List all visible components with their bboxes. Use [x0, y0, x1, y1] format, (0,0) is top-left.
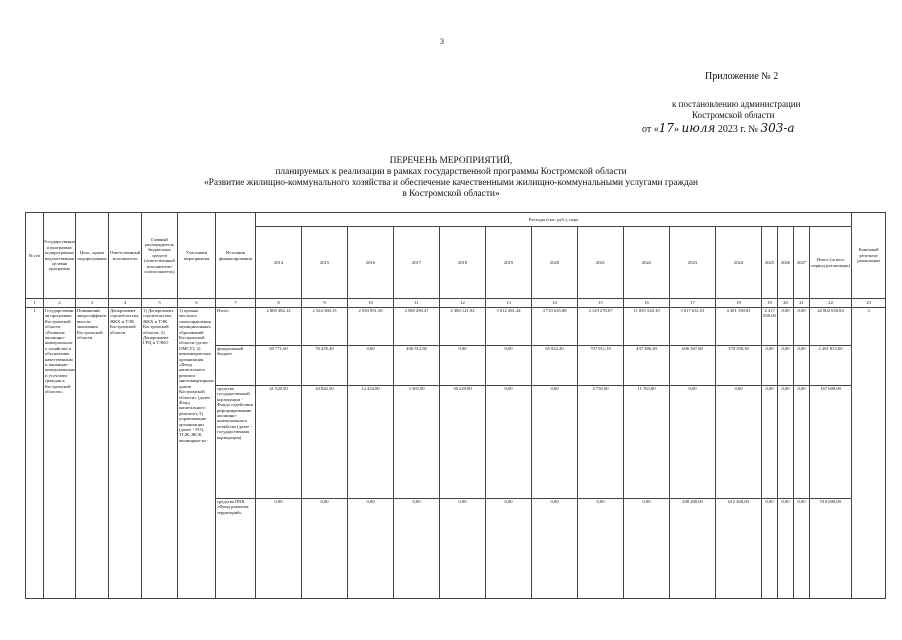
- value-cell: 0,00: [794, 499, 810, 599]
- title-line-1: ПЕРЕЧЕНЬ МЕРОПРИЯТИЙ,: [389, 156, 513, 166]
- value-cell: 41 520,50: [256, 386, 302, 499]
- value-cell: 0,00: [670, 386, 716, 499]
- value-cell: 406 512,90: [394, 346, 440, 386]
- year-header: 2018: [440, 227, 486, 299]
- source-name: Итого: [216, 308, 256, 346]
- value-cell: 2 524 368,15: [302, 308, 348, 346]
- source-name: федеральный бюджет: [216, 346, 256, 386]
- col-number: 11: [394, 299, 440, 308]
- value-cell: 0,00: [394, 499, 440, 599]
- col-number: 2: [44, 299, 76, 308]
- header-program: Государственная программа/подпрограмма/ведомственная целевая программа: [44, 213, 76, 299]
- value-cell: 0,00: [794, 346, 810, 386]
- header-source: Источник финансирования: [216, 213, 256, 299]
- value-cell: 0,00: [440, 346, 486, 386]
- value-cell: 0,00: [578, 499, 624, 599]
- decree-line-2: Костромской области: [692, 110, 775, 120]
- value-cell: 0,00: [440, 499, 486, 599]
- total-cell: 42 802 650,84: [810, 308, 852, 346]
- header-participants: Участники мероприятия: [178, 213, 216, 299]
- col-number: 14: [532, 299, 578, 308]
- decree-day: 17: [658, 121, 675, 135]
- source-name: средства ППК «Фонд развития территорий»: [216, 499, 256, 599]
- decree-year: 2023 г. №: [715, 124, 761, 135]
- result-cell: 3: [852, 308, 886, 599]
- value-cell: 0,00: [762, 499, 778, 599]
- title-line-3: «Развитие жилищно-коммунального хозяйства и обеспечение качественными жилищно-коммунальными услугами граждан: [203, 178, 699, 188]
- title-line-4: в Костромской области»: [402, 189, 500, 199]
- col-number: 8: [256, 299, 302, 308]
- program-name: Государственная программа Костромской области «Развитие жилищно-коммунального хозяйства и обеспечение качественными жилищно-коммунальными услугами граждан в Костромской области»: [44, 308, 76, 599]
- col-number: 6: [178, 299, 216, 308]
- year-header: 2026: [778, 227, 794, 299]
- year-header: 2022: [624, 227, 670, 299]
- total-cell: 2 281 815,00: [810, 346, 852, 386]
- value-cell: 612 400,00: [716, 499, 762, 599]
- col-number: 18: [716, 299, 762, 308]
- col-number: 19: [762, 299, 778, 308]
- year-header: 2019: [486, 227, 532, 299]
- header-manager: Главный распорядитель бюджетных средств (ответственный исполнитель/соисполнитель): [142, 213, 178, 299]
- value-cell: 70 435,40: [302, 346, 348, 386]
- year-header: 2024: [716, 227, 762, 299]
- source-name: средства государственной корпорации - Фонда содействия реформированию жилищно-коммунального хозяйства (далее - государственная корпорация): [216, 386, 256, 499]
- value-cell: 0,00: [302, 499, 348, 599]
- col-number: 4: [109, 299, 142, 308]
- value-cell: 0,00: [778, 386, 794, 499]
- row-number: 1: [26, 308, 44, 599]
- page-number: 3: [440, 37, 444, 46]
- total-cell: 910 600,00: [810, 499, 852, 599]
- value-cell: 0,00: [778, 499, 794, 599]
- decree-line-1: к постановлению администрации: [672, 99, 801, 109]
- col-number: 17: [670, 299, 716, 308]
- participants-text: 1) органы местного самоуправления муниципальных образований Костромской области (далее - ОМСУ); 2) некоммерческая организация «Фонд капитального ремонта многоквартирных домов Костромской области» (далее - Фонд капитального ремонта); 3) управляющие организации (далее - УО), ТСЖ, ЖСК, жилищные ко-: [178, 308, 216, 599]
- value-cell: 12 434,80: [348, 386, 394, 499]
- col-number: 13: [486, 299, 532, 308]
- header-expenses: Расходы (тыс. руб.), годы: [256, 213, 852, 227]
- value-cell: 3 012 281,44: [486, 308, 532, 346]
- manager-text: 1) Департамент строительства, ЖКХ и ТЭК Костромской области; 2) Департамент ГРЦ и ТЭКО: [142, 308, 178, 599]
- year-header: 2016: [348, 227, 394, 299]
- value-cell: 0,00: [256, 499, 302, 599]
- value-cell: 298 200,00: [670, 499, 716, 599]
- value-cell: 0,00: [486, 499, 532, 599]
- col-number: 20: [778, 299, 794, 308]
- title-line-2: планируемых к реализации в рамках государственной программы Костромской области: [275, 167, 627, 177]
- value-cell: 0,00: [716, 386, 762, 499]
- year-header: 2027: [794, 227, 810, 299]
- col-number: 16: [624, 299, 670, 308]
- value-cell: 0,00: [532, 499, 578, 599]
- value-cell: 2 550 951,50: [348, 308, 394, 346]
- measures-table: [25, 212, 886, 599]
- decree-date-line: [642, 121, 795, 135]
- value-cell: 0,00: [624, 499, 670, 599]
- value-cell: 0,00: [348, 346, 394, 386]
- year-header: 2014: [256, 227, 302, 299]
- col-number: 1: [26, 299, 44, 308]
- value-cell: 3 129 270,07: [578, 308, 624, 346]
- value-cell: 0,00: [794, 308, 810, 346]
- value-cell: 0,00: [778, 346, 794, 386]
- header-goal: Цель, задача подпрограммы: [76, 213, 109, 299]
- value-cell: 0,00: [794, 386, 810, 499]
- header-responsible: Ответственный исполнитель: [109, 213, 142, 299]
- header-no: № п/п: [26, 213, 44, 299]
- total-cell: 167 600,00: [810, 386, 852, 499]
- value-cell: 707 911,10: [578, 346, 624, 386]
- year-header: 2021: [578, 227, 624, 299]
- value-cell: 370 358,30: [716, 346, 762, 386]
- col-number: 15: [578, 299, 624, 308]
- col-number: 10: [348, 299, 394, 308]
- value-cell: 0,00: [348, 499, 394, 599]
- value-cell: 2 380 121,92: [440, 308, 486, 346]
- year-header: 2025: [762, 227, 778, 299]
- value-cell: 0,00: [762, 346, 778, 386]
- value-cell: 2 800 382,12: [256, 308, 302, 346]
- col-number: 5: [142, 299, 178, 308]
- value-cell: 11 055 520,10: [624, 308, 670, 346]
- value-cell: 606 367,80: [670, 346, 716, 386]
- value-cell: 0,00: [486, 346, 532, 386]
- decree-mid: »: [674, 124, 682, 135]
- value-cell: 3 017 631,01: [670, 308, 716, 346]
- col-number: 9: [302, 299, 348, 308]
- col-number: 21: [794, 299, 810, 308]
- decree-number: 303-а: [760, 121, 795, 135]
- value-cell: 65 822,20: [532, 346, 578, 386]
- value-cell: 11 763,80: [624, 386, 670, 499]
- year-header: 2017: [394, 227, 440, 299]
- value-cell: 43 842,50: [302, 386, 348, 499]
- value-cell: 69 771,60: [256, 346, 302, 386]
- year-header: 2023: [670, 227, 716, 299]
- value-cell: 0,00: [486, 386, 532, 499]
- value-cell: 4 750,00: [578, 386, 624, 499]
- goal-text: Повышение энергоэффективности экономики Костромской области: [76, 308, 109, 599]
- value-cell: 3 588 290,47: [394, 308, 440, 346]
- year-header: 2015: [302, 227, 348, 299]
- annex-label: Приложение № 2: [705, 71, 779, 82]
- value-cell: 0,00: [762, 386, 778, 499]
- value-cell: 36 229,80: [440, 386, 486, 499]
- header-total: Итого (за весь период реализации): [810, 227, 852, 299]
- value-cell: 3 710 635,88: [532, 308, 578, 346]
- col-number: 3: [76, 299, 109, 308]
- value-cell: 4 417 050,60: [762, 308, 778, 346]
- decree-month: июля: [681, 121, 716, 135]
- col-number: 12: [440, 299, 486, 308]
- value-cell: 0,00: [532, 386, 578, 499]
- col-number: 23: [852, 299, 886, 308]
- value-cell: 0,00: [778, 308, 794, 346]
- value-cell: 4 491 190,81: [716, 308, 762, 346]
- responsible-text: Департамент строительства, ЖКХ и ТЭК Костромской области: [109, 308, 142, 599]
- value-cell: 437 286,30: [624, 346, 670, 386]
- col-number: 22: [810, 299, 852, 308]
- header-result: Конечный результат реализации: [852, 213, 886, 299]
- decree-date-prefix: от «: [642, 124, 659, 135]
- year-header: 2020: [532, 227, 578, 299]
- value-cell: 3 365,00: [394, 386, 440, 499]
- col-number: 7: [216, 299, 256, 308]
